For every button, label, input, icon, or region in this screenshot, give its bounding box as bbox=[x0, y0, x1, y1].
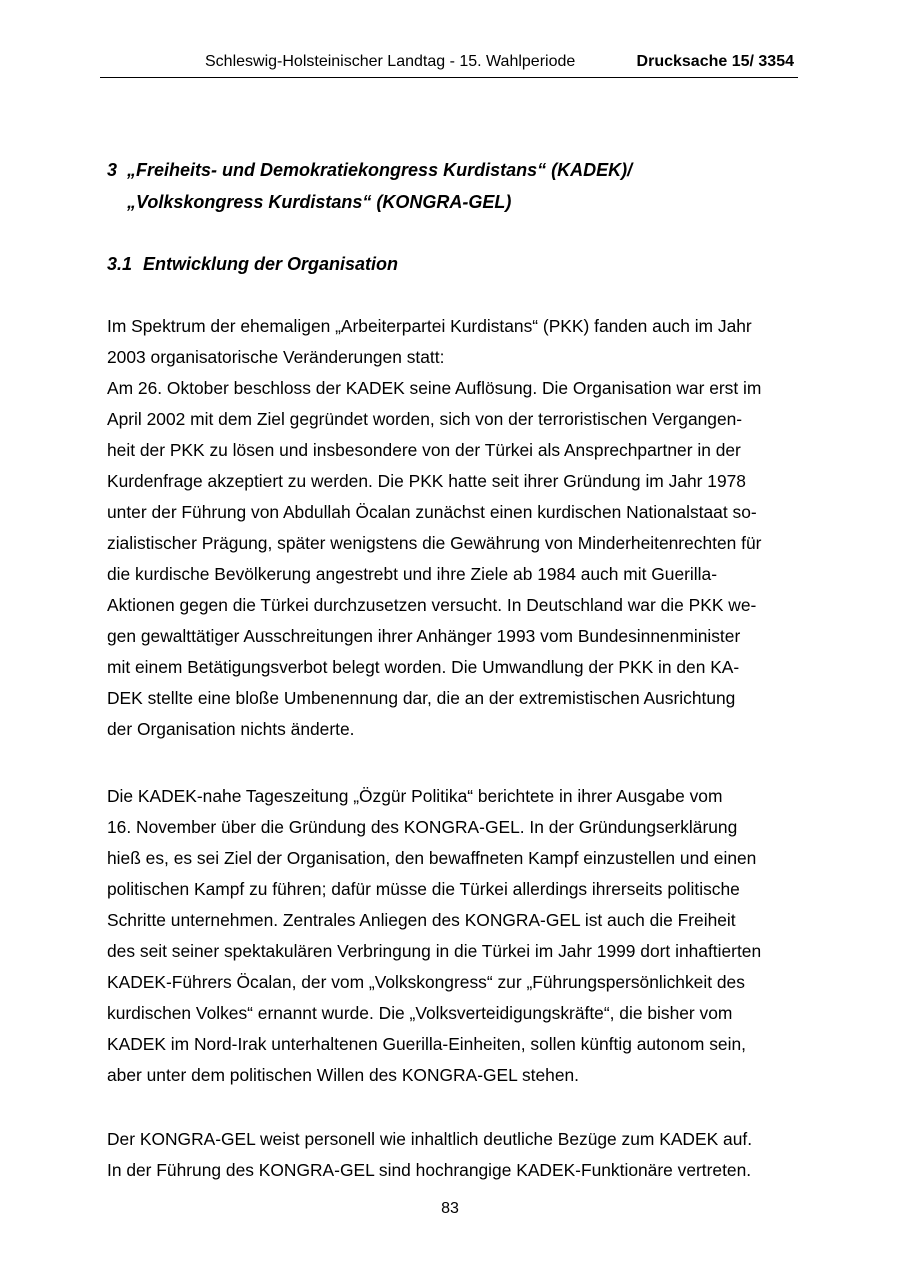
chapter-heading bbox=[107, 154, 632, 218]
header-title: Schleswig-Holsteinischer Landtag - 15. Wahlperiode bbox=[205, 53, 576, 70]
text-line: die kurdische Bevölkerung angestrebt und ihre Ziele ab 1984 auch mit Guerilla- bbox=[107, 564, 717, 584]
page-header bbox=[100, 52, 798, 78]
text-line: Im Spektrum der ehemaligen „Arbeiterpartei Kurdistans“ (PKK) fanden auch im Jahr bbox=[107, 316, 752, 336]
text-line: hieß es, es sei Ziel der Organisation, den bewaffneten Kampf einzustellen und einen bbox=[107, 848, 757, 868]
paragraph-3 bbox=[107, 1124, 795, 1186]
section-title: Entwicklung der Organisation bbox=[143, 254, 399, 274]
chapter-title-line2: „Volkskongress Kurdistans“ (KONGRA-GEL) bbox=[127, 192, 512, 212]
chapter-number: 3 bbox=[107, 160, 118, 180]
text-line: April 2002 mit dem Ziel gegründet worden, sich von der terroristischen Vergangen- bbox=[107, 409, 743, 429]
chapter-heading-line1 bbox=[107, 154, 632, 186]
text-line: aber unter dem politischen Willen des KONGRA-GEL stehen. bbox=[107, 1065, 580, 1085]
text-line: DEK stellte eine bloße Umbenennung dar, die an der extremistischen Ausrichtung bbox=[107, 688, 736, 708]
text-line: KADEK im Nord-Irak unterhaltenen Guerilla-Einheiten, sollen künftig autonom sein, bbox=[107, 1034, 746, 1054]
text-line: unter der Führung von Abdullah Öcalan zunächst einen kurdischen Nationalstaat so- bbox=[107, 502, 757, 522]
text-line: Kurdenfrage akzeptiert zu werden. Die PKK hatte seit ihrer Gründung im Jahr 1978 bbox=[107, 471, 746, 491]
text-line: Schritte unternehmen. Zentrales Anliegen des KONGRA-GEL ist auch die Freiheit bbox=[107, 910, 736, 930]
text-line: gen gewalttätiger Ausschreitungen ihrer Anhänger 1993 vom Bundesinnenminister bbox=[107, 626, 741, 646]
text-line: der Organisation nichts änderte. bbox=[107, 719, 355, 739]
section-number: 3.1 bbox=[107, 254, 133, 274]
text-line: Die KADEK-nahe Tageszeitung „Özgür Politika“ berichtete in ihrer Ausgabe vom bbox=[107, 786, 723, 806]
header-drucksache: Drucksache 15/ 3354 bbox=[636, 53, 794, 70]
text-line: 16. November über die Gründung des KONGRA-GEL. In der Gründungserklärung bbox=[107, 817, 738, 837]
section-heading bbox=[107, 248, 398, 280]
text-line: Aktionen gegen die Türkei durchzusetzen versucht. In Deutschland war die PKK we- bbox=[107, 595, 757, 615]
text-line: In der Führung des KONGRA-GEL sind hochrangige KADEK-Funktionäre vertreten. bbox=[107, 1160, 752, 1180]
paragraph-1 bbox=[107, 311, 795, 745]
text-line: Am 26. Oktober beschloss der KADEK seine Auflösung. Die Organisation war erst im bbox=[107, 378, 762, 398]
text-line: Der KONGRA-GEL weist personell wie inhaltlich deutliche Bezüge zum KADEK auf. bbox=[107, 1129, 753, 1149]
text-line: politischen Kampf zu führen; dafür müsse die Türkei allerdings ihrerseits politische bbox=[107, 879, 740, 899]
page-number: 83 bbox=[441, 1200, 459, 1217]
text-line: KADEK-Führers Öcalan, der vom „Volkskongress“ zur „Führungspersönlichkeit des bbox=[107, 972, 745, 992]
paragraph-2 bbox=[107, 781, 795, 1091]
text-line: zialistischer Prägung, später wenigstens die Gewährung von Minderheitenrechten für bbox=[107, 533, 762, 553]
chapter-title-line1: „Freiheits- und Demokratiekongress Kurdistans“ (KADEK)/ bbox=[127, 160, 633, 180]
text-line: des seit seiner spektakulären Verbringung in die Türkei im Jahr 1999 dort inhaftierten bbox=[107, 941, 762, 961]
text-line: kurdischen Volkes“ ernannt wurde. Die „Volksverteidigungskräfte“, die bisher vom bbox=[107, 1003, 733, 1023]
text-line: heit der PKK zu lösen und insbesondere von der Türkei als Ansprechpartner in der bbox=[107, 440, 741, 460]
text-line: mit einem Betätigungsverbot belegt worden. Die Umwandlung der PKK in den KA- bbox=[107, 657, 740, 677]
text-line: 2003 organisatorische Veränderungen statt: bbox=[107, 347, 445, 367]
